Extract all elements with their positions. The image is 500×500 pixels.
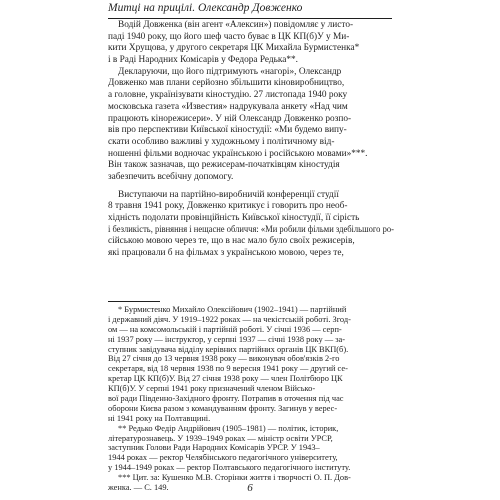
text-line: Довженко мав плани серйозно збільшити кіновиробництво, bbox=[108, 78, 345, 89]
footnote-line: Від 27 січня до 13 червня 1938 року — виконувач обов'язків 2-го bbox=[108, 354, 340, 364]
text-line: Він також зазначав, що режисерам-початківцям кіностудія bbox=[108, 160, 340, 171]
footnote-line: оборони Києва разом з командуванням фронту. Загинув у верес- bbox=[108, 403, 338, 413]
text-line: паді 1940 року, що його шеф часто буває в ЦК КП(б)У у Ми- bbox=[108, 31, 350, 42]
footnote-line: у 1944–1949 роках — ректор Полтавського педагогічного інституту. bbox=[108, 463, 351, 473]
running-header: Митці на прицілі. Олександр Довженко bbox=[108, 0, 392, 19]
footnote-line: секретаря, від 18 червня 1938 по 9 вересня 1941 року — другий се- bbox=[108, 364, 348, 374]
main-text bbox=[108, 20, 394, 260]
text-line: і в Раді Народних Комісарів у Федора Редька**. bbox=[108, 55, 299, 66]
text-line: ношенні фільми водночас українською і російською мовами»***. bbox=[108, 148, 368, 159]
footnote-line: 1944 роках — ректор Челябінського педагогічного університету, bbox=[108, 453, 338, 463]
footnote-line: ом — на комсомольській і партійній роботі. У січні 1936 — серп- bbox=[108, 324, 342, 334]
text-line: працюють кінорежисери». У ній Олександр Довженко розпо- bbox=[108, 113, 352, 124]
text-line: забезпечить всебічну допомогу. bbox=[108, 171, 234, 182]
text-line: хідність подолати провінційність Київської кіностудії, її сірість bbox=[108, 213, 360, 223]
text-line: вів про перспективи Київської кіностудії: «Ми будемо випу- bbox=[108, 125, 347, 136]
text-line: 8 травня 1941 року, Довженко критикує і говорить про необ- bbox=[108, 201, 348, 212]
text-line: Водій Довженка (він агент «Алексин») повідомляє у листо- bbox=[118, 20, 354, 30]
footnote-line: ** Редько Федір Андрійович (1905–1981) — політик, історик, bbox=[118, 423, 339, 433]
footnote-line: кретар ЦК КП(б)У. Від 27 січня 1938 року — член Політбюро ЦК bbox=[108, 374, 343, 384]
text-line: Виступаючи на партійно-виробничій конференції студії bbox=[118, 189, 339, 200]
footnote-line: і державний діяч. У 1919–1922 роках — на чекістській роботі. Згод- bbox=[108, 314, 351, 324]
footnote-line: вої ради Південно-Західного фронту. Потрапив в оточення під час bbox=[108, 394, 344, 404]
footnote-line: * Бурмистенко Михайло Олексійович (1902–1941) — партійний bbox=[118, 305, 347, 314]
text-line: кити Хрущова, у другого секретаря ЦК Михайла Бурмистенка* bbox=[108, 43, 360, 54]
text-line: скати особливо важливі у художньому і політичному від- bbox=[108, 136, 335, 147]
footnote-line: ступник завідувача відділу керівних партійних органів ЦК ВКП(б). bbox=[108, 344, 349, 354]
footnote-line: КП(б)У. У серпні 1941 року призначений членом Військо- bbox=[108, 384, 316, 394]
text-line: які працювали б на фільмах з українською мовою, через те, bbox=[108, 248, 344, 259]
footnotes bbox=[108, 305, 394, 493]
footnote-line: літературознавець. У 1939–1949 роках — міністр освіти УРСР, bbox=[108, 433, 333, 443]
footnote-line: заступник Голови Ради Народних Комісарів УРСР. У 1943– bbox=[108, 443, 320, 453]
text-line: сійською мовою через те, що в нас мало було своїх режисерів, bbox=[108, 236, 355, 247]
text-line: Декларуючи, що його підтримують «нагорі», Олександр bbox=[118, 66, 342, 77]
text-line: московська газета «Известия» надрукувала анкету «Над чим bbox=[108, 101, 348, 112]
footnote-line: женка. — С. 149. bbox=[108, 483, 169, 493]
text-line: і безликість, рівняння і нещасне обличчя: «Ми робили фільми здебільшого ро- bbox=[108, 224, 394, 235]
text-line: а головне, українізувати кіностудію. 27 листопада 1940 року bbox=[108, 90, 348, 101]
footnote-line: *** Цит. за: Кушенко М.В. Сторінки життя і творчості О. П. Дов- bbox=[118, 473, 351, 483]
footnote-line: ні 1937 року — інструктор, у серпні 1937 — січні 1938 року — за- bbox=[108, 334, 346, 344]
page-number: 6 bbox=[247, 482, 253, 494]
footnote-separator bbox=[108, 301, 160, 302]
footnote-line: ні 1941 року на Полтавщині. bbox=[108, 413, 211, 423]
